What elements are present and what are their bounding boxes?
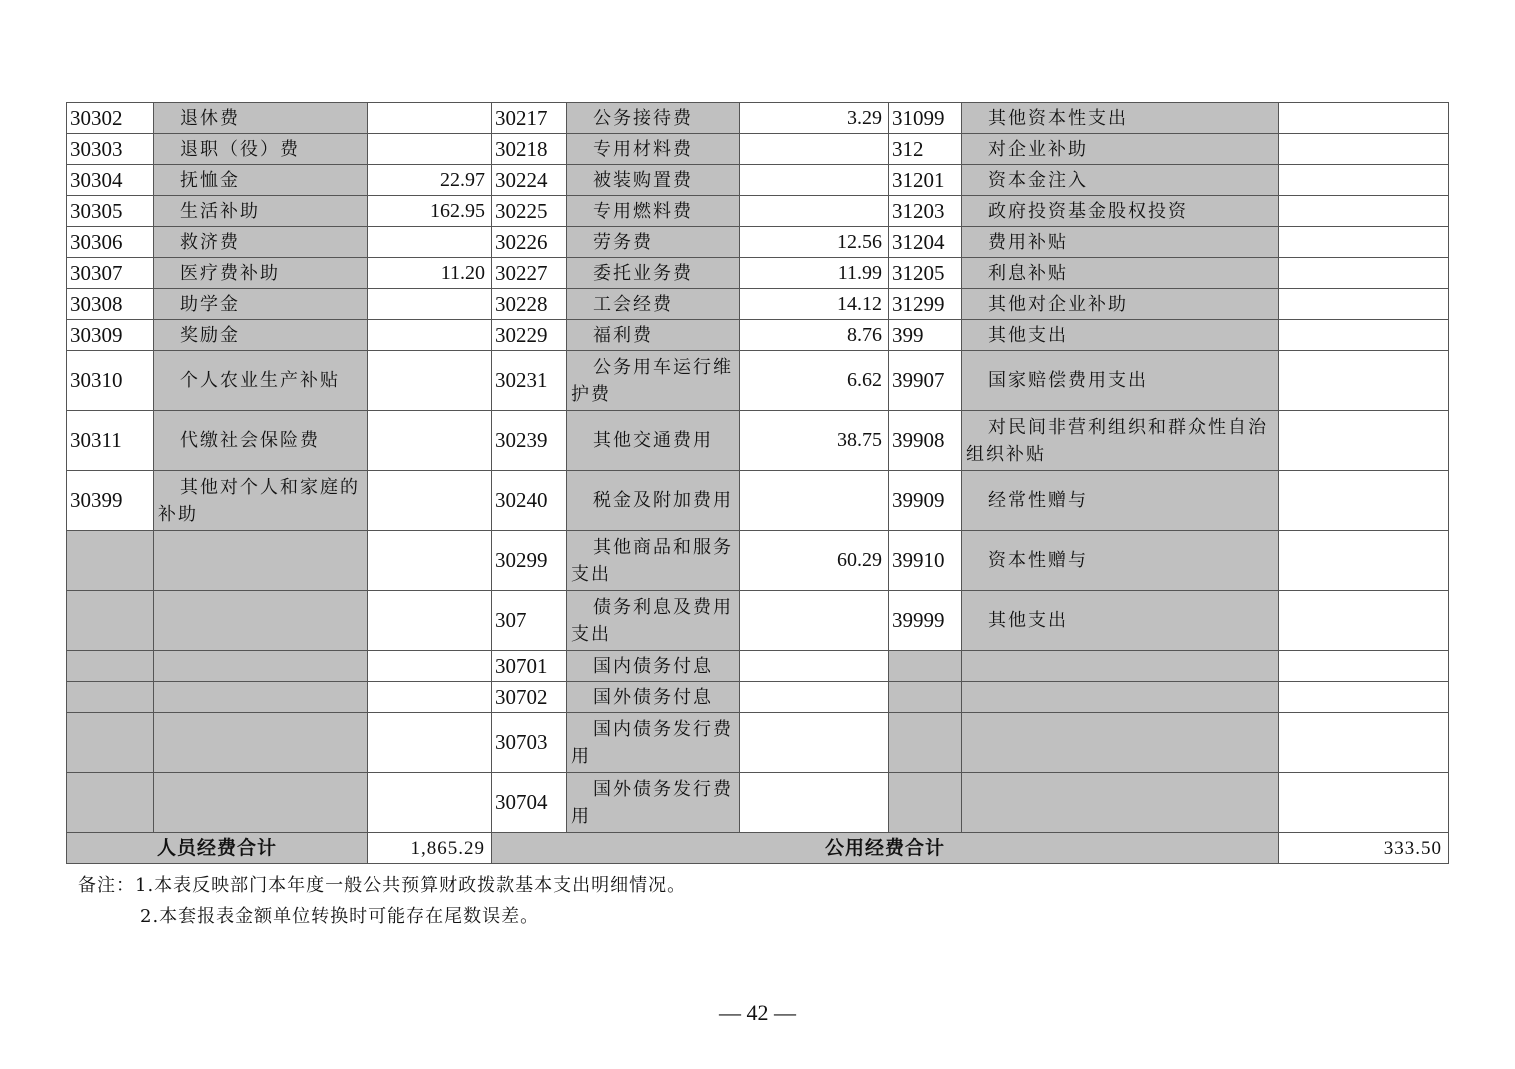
item-name: 其他对企业补助	[962, 289, 1279, 320]
item-code: 30240	[492, 471, 567, 531]
note-line-1: 备注：1.本表反映部门本年度一般公共预算财政拨款基本支出明细情况。	[78, 875, 687, 896]
item-amount: 6.62	[740, 351, 889, 411]
item-name: 被装购置费	[567, 165, 740, 196]
item-name: 利息补贴	[962, 258, 1279, 289]
item-code: 30239	[492, 411, 567, 471]
item-code: 39910	[889, 531, 962, 591]
item-code: 39909	[889, 471, 962, 531]
item-amount	[1279, 411, 1449, 471]
item-code: 30306	[67, 227, 154, 258]
item-amount	[1279, 134, 1449, 165]
item-code: 30226	[492, 227, 567, 258]
table-row	[67, 411, 1449, 471]
item-name: 专用燃料费	[567, 196, 740, 227]
item-code	[889, 713, 962, 773]
item-code: 30307	[67, 258, 154, 289]
item-code: 30399	[67, 471, 154, 531]
item-name: 公务接待费	[567, 103, 740, 134]
item-name: 退休费	[154, 103, 368, 134]
item-amount	[1279, 165, 1449, 196]
item-code	[67, 773, 154, 833]
item-name: 国内债务付息	[567, 651, 740, 682]
public-total-label: 公用经费合计	[492, 833, 1279, 864]
item-name: 劳务费	[567, 227, 740, 258]
item-code	[889, 651, 962, 682]
item-amount	[1279, 103, 1449, 134]
item-amount	[368, 289, 492, 320]
item-name	[154, 713, 368, 773]
table-row	[67, 165, 1449, 196]
page-number: — 42 —	[719, 1000, 796, 1025]
item-name: 委托业务费	[567, 258, 740, 289]
item-code: 312	[889, 134, 962, 165]
item-amount	[368, 320, 492, 351]
item-code: 30217	[492, 103, 567, 134]
table-row	[67, 531, 1449, 591]
item-name: 其他交通费用	[567, 411, 740, 471]
item-code: 31299	[889, 289, 962, 320]
item-amount	[740, 773, 889, 833]
item-name: 公务用车运行维护费	[567, 351, 740, 411]
table-row	[67, 320, 1449, 351]
item-name: 其他资本性支出	[962, 103, 1279, 134]
item-code: 31204	[889, 227, 962, 258]
table-row	[67, 713, 1449, 773]
item-amount	[368, 713, 492, 773]
item-name	[962, 651, 1279, 682]
item-code: 30299	[492, 531, 567, 591]
item-code: 30311	[67, 411, 154, 471]
item-amount: 11.20	[368, 258, 492, 289]
item-code: 30231	[492, 351, 567, 411]
item-code: 30702	[492, 682, 567, 713]
item-amount	[740, 471, 889, 531]
item-name: 福利费	[567, 320, 740, 351]
item-name	[154, 591, 368, 651]
item-amount	[1279, 289, 1449, 320]
item-name: 费用补贴	[962, 227, 1279, 258]
item-amount	[368, 471, 492, 531]
item-name: 助学金	[154, 289, 368, 320]
item-amount: 38.75	[740, 411, 889, 471]
table-row	[67, 682, 1449, 713]
table-row	[67, 591, 1449, 651]
item-name	[154, 531, 368, 591]
item-name	[154, 773, 368, 833]
item-code	[889, 773, 962, 833]
item-amount	[740, 651, 889, 682]
table-row	[67, 103, 1449, 134]
item-code: 30303	[67, 134, 154, 165]
item-code: 31205	[889, 258, 962, 289]
item-name	[962, 773, 1279, 833]
item-amount	[1279, 320, 1449, 351]
item-amount: 8.76	[740, 320, 889, 351]
item-name: 对民间非营利组织和群众性自治组织补贴	[962, 411, 1279, 471]
item-amount	[1279, 651, 1449, 682]
item-amount	[1279, 531, 1449, 591]
item-amount	[740, 591, 889, 651]
item-name: 其他支出	[962, 591, 1279, 651]
item-amount	[1279, 773, 1449, 833]
item-amount: 12.56	[740, 227, 889, 258]
item-name	[962, 713, 1279, 773]
note-line-2: 2.本套报表金额单位转换时可能存在尾数误差。	[140, 906, 540, 927]
item-name: 对企业补助	[962, 134, 1279, 165]
item-name: 工会经费	[567, 289, 740, 320]
item-amount	[1279, 258, 1449, 289]
item-amount	[740, 196, 889, 227]
item-name: 资本金注入	[962, 165, 1279, 196]
item-code	[67, 682, 154, 713]
table-row	[67, 289, 1449, 320]
item-amount	[368, 591, 492, 651]
item-amount: 22.97	[368, 165, 492, 196]
item-amount	[368, 351, 492, 411]
table-row	[67, 227, 1449, 258]
item-amount	[1279, 196, 1449, 227]
item-amount: 3.29	[740, 103, 889, 134]
item-name: 专用材料费	[567, 134, 740, 165]
item-name: 国家赔偿费用支出	[962, 351, 1279, 411]
item-code: 30703	[492, 713, 567, 773]
item-code: 30302	[67, 103, 154, 134]
item-name: 政府投资基金股权投资	[962, 196, 1279, 227]
item-name: 个人农业生产补贴	[154, 351, 368, 411]
item-amount	[1279, 591, 1449, 651]
item-name: 其他商品和服务支出	[567, 531, 740, 591]
item-code: 39999	[889, 591, 962, 651]
item-amount	[368, 411, 492, 471]
item-name: 税金及附加费用	[567, 471, 740, 531]
item-amount	[1279, 471, 1449, 531]
item-code: 39907	[889, 351, 962, 411]
item-amount	[368, 227, 492, 258]
item-name: 经常性赠与	[962, 471, 1279, 531]
item-code	[889, 682, 962, 713]
totals-row	[67, 833, 1449, 864]
item-code: 30310	[67, 351, 154, 411]
public-total-value: 333.50	[1279, 833, 1449, 864]
budget-detail-table	[66, 102, 1449, 864]
item-code	[67, 591, 154, 651]
item-amount	[1279, 351, 1449, 411]
personnel-total-label: 人员经费合计	[67, 833, 368, 864]
item-code: 31203	[889, 196, 962, 227]
item-name: 退职（役）费	[154, 134, 368, 165]
personnel-total-value: 1,865.29	[368, 833, 492, 864]
item-code	[67, 651, 154, 682]
item-name	[154, 651, 368, 682]
item-code: 39908	[889, 411, 962, 471]
item-code: 30701	[492, 651, 567, 682]
footnotes	[78, 870, 686, 932]
item-amount: 162.95	[368, 196, 492, 227]
item-amount	[1279, 227, 1449, 258]
item-name: 抚恤金	[154, 165, 368, 196]
item-code	[67, 531, 154, 591]
item-name: 国外债务发行费用	[567, 773, 740, 833]
item-name	[154, 682, 368, 713]
table-row	[67, 471, 1449, 531]
table-row	[67, 258, 1449, 289]
item-amount	[740, 134, 889, 165]
item-name: 国外债务付息	[567, 682, 740, 713]
item-amount: 11.99	[740, 258, 889, 289]
item-name	[962, 682, 1279, 713]
item-code: 30228	[492, 289, 567, 320]
item-code: 30309	[67, 320, 154, 351]
table-row	[67, 196, 1449, 227]
item-amount	[1279, 682, 1449, 713]
item-amount	[740, 165, 889, 196]
item-name: 医疗费补助	[154, 258, 368, 289]
item-amount	[740, 682, 889, 713]
item-amount	[368, 773, 492, 833]
item-code: 30225	[492, 196, 567, 227]
item-code: 30218	[492, 134, 567, 165]
table-row	[67, 773, 1449, 833]
item-code: 399	[889, 320, 962, 351]
item-code: 30308	[67, 289, 154, 320]
item-name: 代缴社会保险费	[154, 411, 368, 471]
item-code: 30305	[67, 196, 154, 227]
table-row	[67, 351, 1449, 411]
item-amount	[368, 134, 492, 165]
item-name: 资本性赠与	[962, 531, 1279, 591]
table-row	[67, 134, 1449, 165]
item-name: 奖励金	[154, 320, 368, 351]
item-code: 31201	[889, 165, 962, 196]
item-code: 30227	[492, 258, 567, 289]
item-code: 30229	[492, 320, 567, 351]
item-amount: 60.29	[740, 531, 889, 591]
item-name: 其他支出	[962, 320, 1279, 351]
table-row	[67, 651, 1449, 682]
item-code: 307	[492, 591, 567, 651]
item-code: 30224	[492, 165, 567, 196]
item-name: 救济费	[154, 227, 368, 258]
item-amount	[740, 713, 889, 773]
item-code: 30704	[492, 773, 567, 833]
item-name: 生活补助	[154, 196, 368, 227]
item-amount: 14.12	[740, 289, 889, 320]
item-amount	[368, 651, 492, 682]
item-amount	[368, 682, 492, 713]
item-code: 31099	[889, 103, 962, 134]
item-name: 国内债务发行费用	[567, 713, 740, 773]
item-amount	[368, 531, 492, 591]
item-name: 债务利息及费用支出	[567, 591, 740, 651]
item-code	[67, 713, 154, 773]
item-name: 其他对个人和家庭的补助	[154, 471, 368, 531]
item-amount	[368, 103, 492, 134]
item-amount	[1279, 713, 1449, 773]
item-code: 30304	[67, 165, 154, 196]
